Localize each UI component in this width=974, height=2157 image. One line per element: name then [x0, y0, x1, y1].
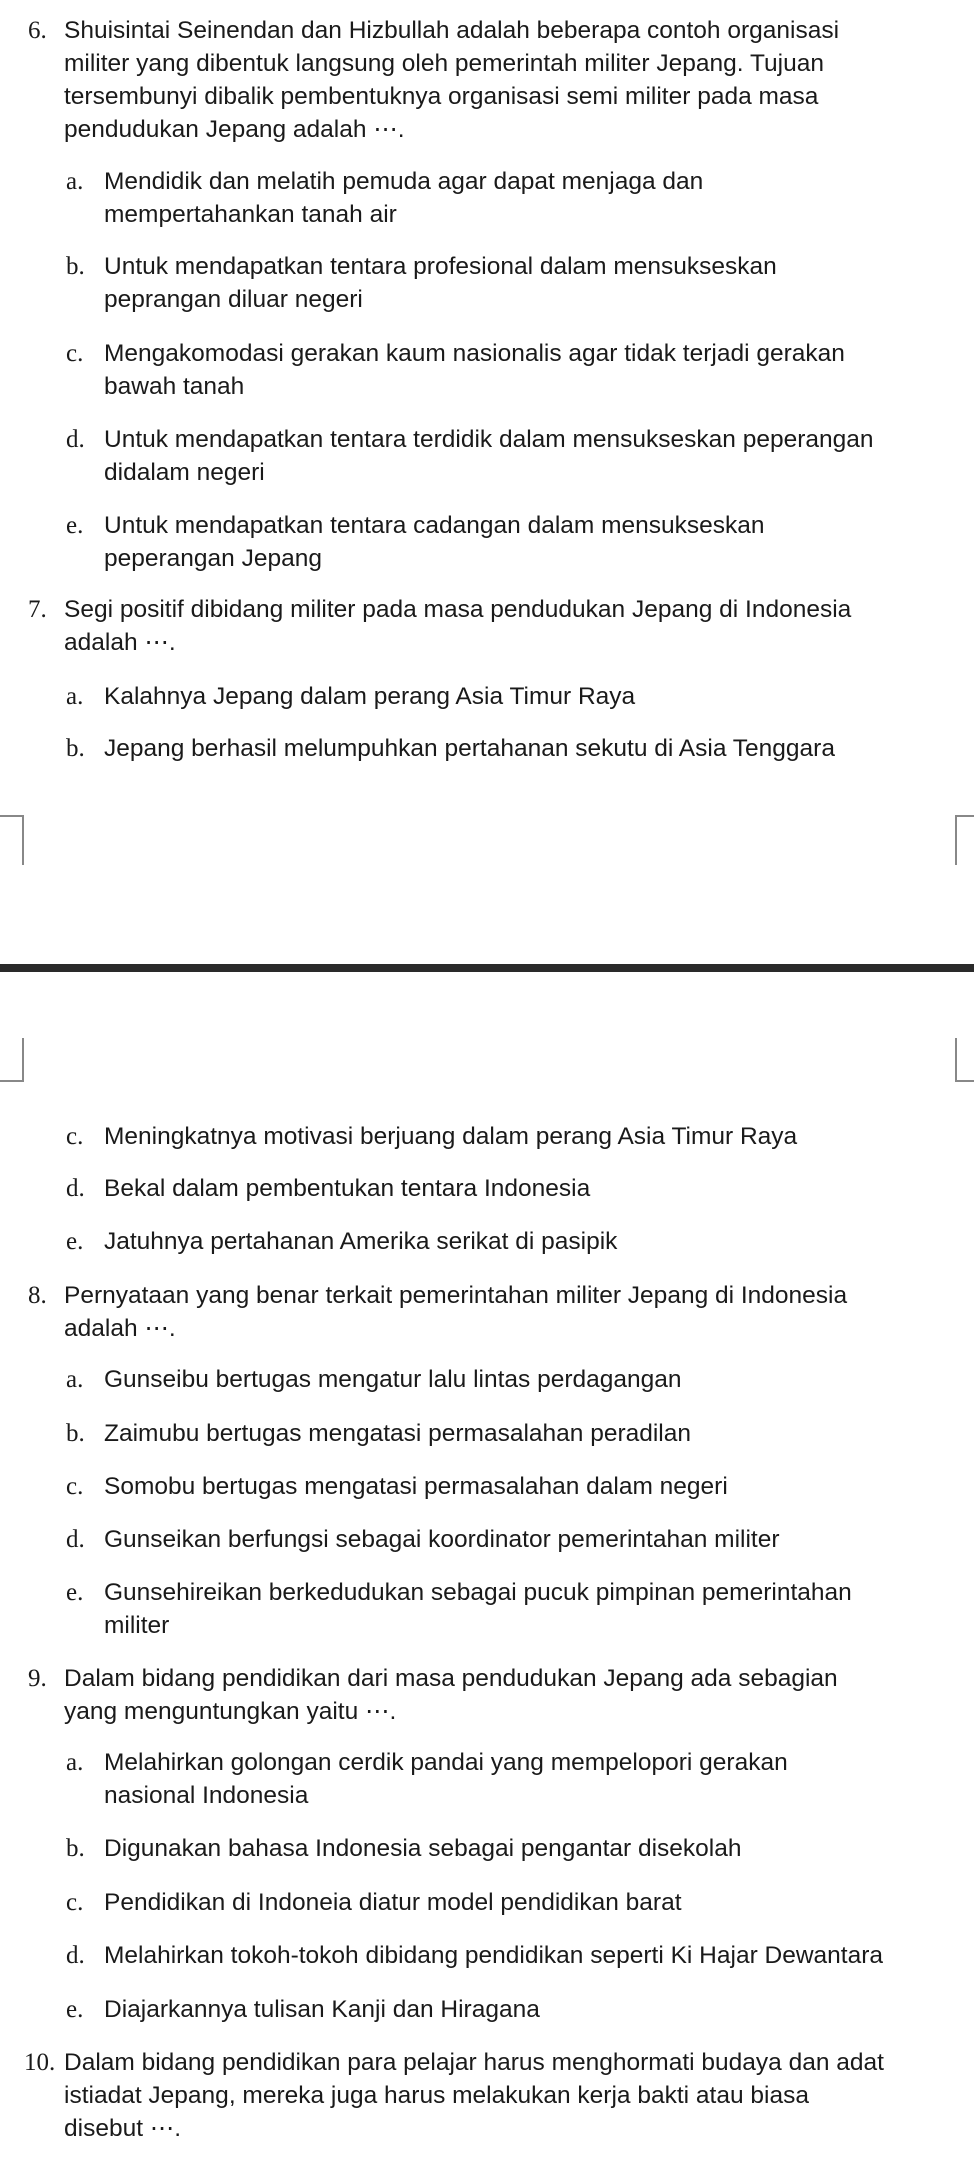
option-letter: c. [66, 1889, 84, 1916]
option-text [104, 1470, 964, 1503]
option-letter: a. [66, 683, 84, 710]
option-text [104, 1576, 964, 1642]
option-line: Untuk mendapatkan tentara cadangan dalam mensukseskan [104, 512, 765, 539]
page-corner-right [955, 815, 974, 865]
page-corner-right [955, 1038, 974, 1082]
question-line: Segi positif dibidang militer pada masa pendudukan Jepang di Indonesia [64, 596, 852, 623]
option-letter: e. [66, 1996, 84, 2023]
option-line: Meningkatnya motivasi berjuang dalam perang Asia Timur Raya [104, 1123, 798, 1150]
question-number: 10. [24, 2049, 56, 2076]
option-line: Untuk mendapatkan tentara terdidik dalam mensukseskan peperangan [104, 426, 874, 453]
option-letter: e. [66, 1579, 84, 1606]
option-letter: b. [66, 1835, 85, 1862]
option-line: Pendidikan di Indoneia diatur model pendidikan barat [104, 1889, 682, 1916]
option-text [104, 337, 964, 403]
option-line: militer [104, 1612, 170, 1639]
option-line: Mendidik dan melatih pemuda agar dapat menjaga dan [104, 168, 704, 195]
page-corner-left [0, 1038, 24, 1082]
option-text [104, 1363, 964, 1396]
question-line: pendudukan Jepang adalah ⋯. [64, 116, 405, 143]
option-letter: a. [66, 1749, 84, 1776]
option-text [104, 732, 964, 765]
option-letter: b. [66, 735, 85, 762]
question-line: adalah ⋯. [64, 629, 176, 656]
option-line: Bekal dalam pembentukan tentara Indonesia [104, 1175, 591, 1202]
option-line: peprangan diluar negeri [104, 286, 363, 313]
option-letter: e. [66, 1228, 84, 1255]
option-letter: d. [66, 1526, 85, 1553]
option-text [104, 1746, 964, 1812]
option-line: Gunseibu bertugas mengatur lalu lintas perdagangan [104, 1366, 682, 1393]
question-line: yang menguntungkan yaitu ⋯. [64, 1698, 397, 1725]
question-line: Dalam bidang pendidikan dari masa pendudukan Jepang ada sebagian [64, 1665, 838, 1692]
question-text [64, 593, 944, 659]
option-text [104, 1993, 964, 2026]
option-letter: d. [66, 1942, 85, 1969]
option-text [104, 1225, 964, 1258]
option-letter: c. [66, 1123, 84, 1150]
option-letter: a. [66, 168, 84, 195]
question-text [64, 1279, 944, 1345]
option-letter: c. [66, 1473, 84, 1500]
option-letter: a. [66, 1366, 84, 1393]
question-text [64, 1662, 944, 1728]
option-line: Somobu bertugas mengatasi permasalahan dalam negeri [104, 1473, 728, 1500]
option-text [104, 509, 964, 575]
page-corner-left [0, 815, 24, 865]
question-text [64, 14, 944, 146]
option-text [104, 1172, 964, 1205]
option-line: Jatuhnya pertahanan Amerika serikat di pasipik [104, 1228, 618, 1255]
option-text [104, 680, 964, 713]
option-letter: d. [66, 1175, 85, 1202]
option-text [104, 250, 964, 316]
question-line: adalah ⋯. [64, 1315, 176, 1342]
option-line: mempertahankan tanah air [104, 201, 397, 228]
option-letter: e. [66, 512, 84, 539]
option-line: peperangan Jepang [104, 545, 322, 572]
option-text [104, 1417, 964, 1450]
option-line: bawah tanah [104, 373, 245, 400]
question-number: 8. [28, 1282, 47, 1309]
question-number: 9. [28, 1665, 47, 1692]
question-line: tersembunyi dibalik pembentuknya organisasi semi militer pada masa [64, 83, 819, 110]
option-line: Mengakomodasi gerakan kaum nasionalis agar tidak terjadi gerakan [104, 340, 845, 367]
question-text [64, 2046, 944, 2145]
option-line: Jepang berhasil melumpuhkan pertahanan sekutu di Asia Tenggara [104, 735, 835, 762]
option-line: Gunsehireikan berkedudukan sebagai pucuk pimpinan pemerintahan [104, 1579, 852, 1606]
option-letter: c. [66, 340, 84, 367]
question-number: 7. [28, 596, 47, 623]
option-text [104, 1120, 964, 1153]
page-divider [0, 964, 974, 972]
question-line: istiadat Jepang, mereka juga harus melakukan kerja bakti atau biasa [64, 2082, 809, 2109]
question-number: 6. [28, 17, 47, 44]
option-text [104, 1886, 964, 1919]
question-line: Pernyataan yang benar terkait pemerintahan militer Jepang di Indonesia [64, 1282, 848, 1309]
option-text [104, 1939, 964, 1972]
option-letter: b. [66, 1420, 85, 1447]
question-line: Shuisintai Seinendan dan Hizbullah adalah beberapa contoh organisasi [64, 17, 840, 44]
option-line: didalam negeri [104, 459, 265, 486]
option-letter: d. [66, 426, 85, 453]
option-line: Zaimubu bertugas mengatasi permasalahan peradilan [104, 1420, 691, 1447]
option-text [104, 1523, 964, 1556]
option-line: Digunakan bahasa Indonesia sebagai pengantar disekolah [104, 1835, 742, 1862]
question-line: militer yang dibentuk langsung oleh pemerintah militer Jepang. Tujuan [64, 50, 824, 77]
option-line: Melahirkan tokoh-tokoh dibidang pendidikan seperti Ki Hajar Dewantara [104, 1942, 884, 1969]
option-line: Diajarkannya tulisan Kanji dan Hiragana [104, 1996, 540, 2023]
option-text [104, 1832, 964, 1865]
option-line: Untuk mendapatkan tentara profesional dalam mensukseskan [104, 253, 777, 280]
option-text [104, 165, 964, 231]
option-line: Melahirkan golongan cerdik pandai yang mempelopori gerakan [104, 1749, 788, 1776]
option-line: Gunseikan berfungsi sebagai koordinator pemerintahan militer [104, 1526, 780, 1553]
option-line: nasional Indonesia [104, 1782, 309, 1809]
option-letter: b. [66, 253, 85, 280]
option-text [104, 423, 964, 489]
option-line: Kalahnya Jepang dalam perang Asia Timur Raya [104, 683, 636, 710]
question-line: disebut ⋯. [64, 2115, 182, 2142]
question-line: Dalam bidang pendidikan para pelajar harus menghormati budaya dan adat [64, 2049, 884, 2076]
